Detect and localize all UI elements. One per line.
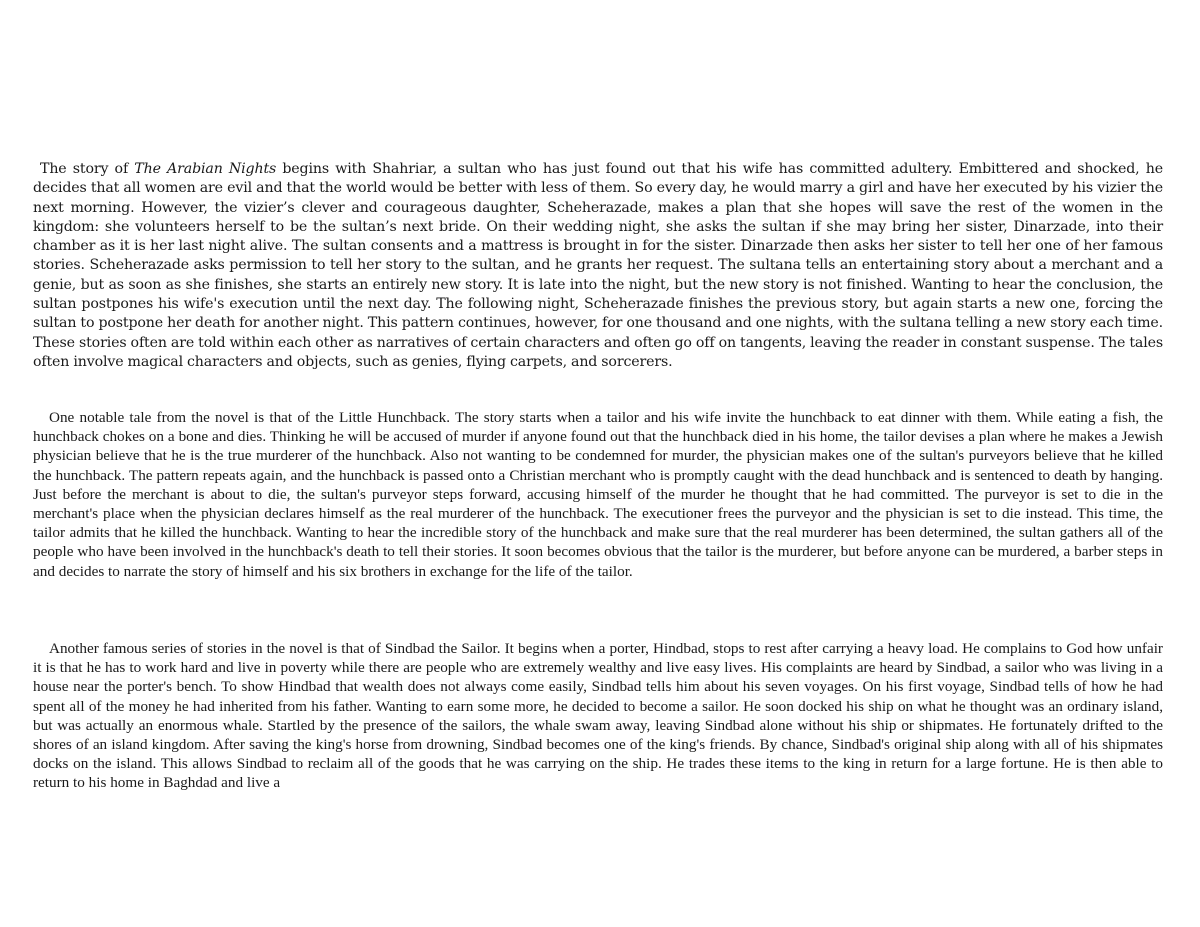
paragraph-little-hunchback [33, 408, 1163, 581]
paragraph-arabian-nights-intro [33, 160, 1163, 372]
paragraph-sindbad-the-sailor [33, 639, 1163, 793]
paragraph-text: One notable tale from the novel is that of the Little Hunchback. The story starts when a tailor and his wife invite the hunchback to eat dinner with them. While eating a fish, the hunchback chokes on a bone and dies. Thinking he will be accused of murder if anyone found out that the hunchback died in his home, the tailor devises a plan where he makes a Jewish physician believe that he is the true murderer of the hunchback. Also not wanting to be condemned for murder, the physician makes one of the sultan's purveyors believe that he killed the hunchback. The pattern repeats again, and the hunchback is passed onto a Christian merchant who is promptly caught with the dead hunchback and is sentenced to death by hanging. Just before the merchant is about to die, the sultan's purveyor steps forward, accusing himself of the murder he thought that he had committed. The purveyor is set to die in the merchant's place when the physician declares himself as the real murderer of the hunchback. The executioner frees the purveyor and the physician is set to die instead. This time, the tailor admits that he killed the hunchback. Wanting to hear the incredible story of the hunchback and make sure that the real murderer has been determined, the sultan gathers all of the people who have been involved in the hunchback's death to tell their stories. It soon becomes obvious that the tailor is the murderer, but before anyone can be murdered, a barber steps in and decides to narrate the story of himself and his six brothers in exchange for the life of the tailor. [33, 409, 1163, 580]
document-page [33, 0, 1163, 927]
paragraph-text: Another famous series of stories in the novel is that of Sindbad the Sailor. It begins when a porter, Hindbad, stops to rest after carrying a heavy load. He complains to God how unfair it is that he has to work hard and live in poverty while there are people who are extremely wealthy and live easy lives. His complaints are heard by Sindbad, a sailor who was living in a house near the porter's bench. To show Hindbad that wealth does not always come easily, Sindbad tells him about his seven voyages. On his first voyage, Sindbad tells of how he had spent all of the money he had inherited from his father. Wanting to earn some more, he decided to become a sailor. He soon docked his ship on what he thought was an ordinary island, but was actually an enormous whale. Startled by the presence of the sailors, the whale swam away, leaving Sindbad alone without his ship or shipmates. He fortunately drifted to the shores of an island kingdom. After saving the king's horse from drowning, Sindbad becomes one of the king's friends. By chance, Sindbad's original ship along with all of his shipmates docks on the island. This allows Sindbad to reclaim all of the goods that he was carrying on the ship. He trades these items to the king in return for a large fortune. He is then able to return to his home in Baghdad and live a [33, 640, 1163, 792]
book-title: The Arabian Nights [134, 161, 277, 177]
paragraph-text-lead: The story of [40, 161, 135, 177]
paragraph-text-body: begins with Shahriar, a sultan who has just found out that his wife has committed adultery. Embittered and shocked, he decides that all women are evil and that the world would be better with less of them. So every day, he would marry a girl and have her executed by his vizier the next morning. However, the vizier’s clever and courageous daughter, Scheherazade, makes a plan that she hopes will save the rest of the women in the kingdom: she volunteers herself to be the sultan’s next bride. On their wedding night, she asks the sultan if she may bring her sister, Dinarzade, into their chamber as it is her last night alive. The sultan consents and a mattress is brought in for the sister. Dinarzade then asks her sister to tell her one of her famous stories. Scheherazade asks permission to tell her story to the sultan, and he grants her request. The sultana tells an entertaining story about a merchant and a genie, but as soon as she finishes, she starts an entirely new story. It is late into the night, but the new story is not finished. Wanting to hear the conclusion, the sultan postpones his wife's execution until the next day. The following night, Scheherazade finishes the previous story, but again starts a new one, forcing the sultan to postpone her death for another night. This pattern continues, however, for one thousand and one nights, with the sultana telling a new story each time. These stories often are told within each other as narratives of certain characters and often go off on tangents, leaving the reader in constant suspense. The tales often involve magical characters and objects, such as genies, flying carpets, and sorcerers. [33, 161, 1163, 370]
